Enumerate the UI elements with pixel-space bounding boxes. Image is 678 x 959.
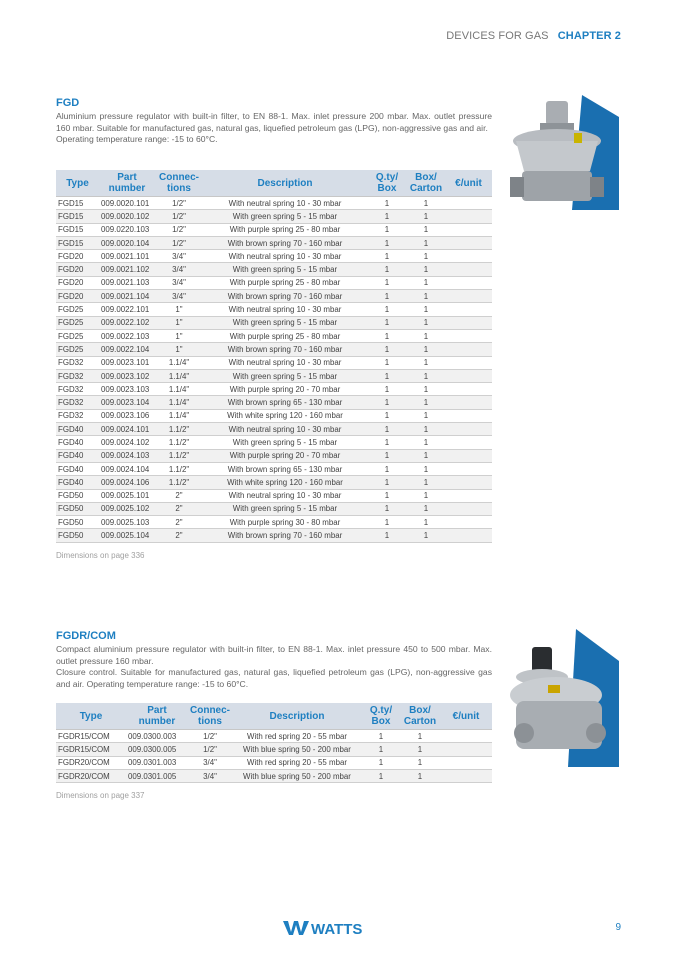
part-number-cell: 009.0021.104: [99, 290, 155, 303]
part-number-cell: 009.0023.103: [99, 383, 155, 396]
qty-box-cell: 1: [367, 250, 407, 263]
qty-box-cell: 1: [367, 529, 407, 542]
connection-cell: 1.1/2": [155, 462, 203, 475]
price-cell: [445, 476, 492, 489]
qty-box-cell: 1: [367, 516, 407, 529]
description-cell: With green spring 5 - 15 mbar: [203, 502, 367, 515]
price-cell: [445, 223, 492, 236]
qty-box-cell: 1: [367, 276, 407, 289]
type-cell: FGD50: [56, 516, 99, 529]
qty-box-cell: 1: [367, 423, 407, 436]
box-carton-cell: 1: [407, 516, 445, 529]
qty-box-cell: 1: [367, 316, 407, 329]
watts-logo-text: WATTS: [311, 921, 363, 938]
table-row: [56, 329, 492, 342]
qty-box-cell: 1: [367, 462, 407, 475]
connection-cell: 1": [155, 343, 203, 356]
connection-cell: 1": [155, 303, 203, 316]
table-row: [56, 250, 492, 263]
type-cell: FGD15: [56, 223, 99, 236]
price-cell: [445, 449, 492, 462]
page-number: 9: [615, 922, 621, 933]
box-carton-cell: 1: [407, 369, 445, 382]
connection-cell: 1.1/2": [155, 423, 203, 436]
price-cell: [445, 516, 492, 529]
col-price-header: €/unit: [440, 703, 492, 730]
table-header-row: [56, 703, 492, 730]
description-cell: With neutral spring 10 - 30 mbar: [203, 423, 367, 436]
table-row: [56, 356, 492, 369]
description-cell: With red spring 20 - 55 mbar: [232, 756, 362, 769]
type-cell: FGD32: [56, 369, 99, 382]
type-cell: FGDR15/COM: [56, 730, 126, 743]
type-cell: FGD25: [56, 303, 99, 316]
type-cell: FGD15: [56, 210, 99, 223]
fgd-regulator-photo: [504, 95, 619, 215]
connection-cell: 1": [155, 329, 203, 342]
part-number-cell: 009.0022.104: [99, 343, 155, 356]
price-cell: [445, 343, 492, 356]
type-cell: FGD40: [56, 449, 99, 462]
description-cell: With green spring 5 - 15 mbar: [203, 263, 367, 276]
connection-cell: 1": [155, 316, 203, 329]
price-cell: [445, 396, 492, 409]
connection-cell: 3/4": [155, 290, 203, 303]
part-number-cell: 009.0024.101: [99, 423, 155, 436]
table-row: [56, 462, 492, 475]
chapter-label: CHAPTER 2: [557, 30, 621, 42]
connection-cell: 3/4": [155, 263, 203, 276]
box-carton-cell: 1: [407, 290, 445, 303]
price-cell: [445, 303, 492, 316]
connection-cell: 1.1/4": [155, 356, 203, 369]
col-part-number-header: Part number: [126, 703, 188, 730]
part-number-cell: 009.0021.101: [99, 250, 155, 263]
description-cell: With purple spring 30 - 80 mbar: [203, 516, 367, 529]
fgdr-regulator-photo: [504, 629, 619, 769]
col-box-carton-header: Box/ Carton: [407, 170, 445, 197]
box-carton-cell: 1: [400, 769, 440, 782]
qty-box-cell: 1: [367, 223, 407, 236]
qty-box-cell: 1: [367, 303, 407, 316]
box-carton-cell: 1: [407, 383, 445, 396]
type-cell: FGD15: [56, 236, 99, 249]
col-type-header: Type: [56, 703, 126, 730]
table-row: [56, 743, 492, 756]
qty-box-cell: 1: [367, 502, 407, 515]
price-cell: [445, 423, 492, 436]
connection-cell: 1/2": [155, 223, 203, 236]
price-cell: [445, 409, 492, 422]
col-qty-box-header: Q.ty/ Box: [362, 703, 400, 730]
fgdr-description: Compact aluminium pressure regulator with built-in filter, to EN 88-1. Max. inlet pressure 450 to 500 mbar. Max. outlet pressure 160 mbar.: [56, 644, 492, 666]
connection-cell: 1.1/4": [155, 409, 203, 422]
col-connections-header: Connec-tions: [188, 703, 232, 730]
description-cell: With neutral spring 10 - 30 mbar: [203, 489, 367, 502]
table-row: [56, 197, 492, 210]
price-cell: [445, 210, 492, 223]
qty-box-cell: 1: [367, 436, 407, 449]
description-cell: With brown spring 70 - 160 mbar: [203, 290, 367, 303]
type-cell: FGD50: [56, 502, 99, 515]
qty-box-cell: 1: [367, 489, 407, 502]
part-number-cell: 009.0021.103: [99, 276, 155, 289]
section-title: DEVICES FOR GAS: [446, 30, 549, 42]
type-cell: FGD40: [56, 436, 99, 449]
qty-box-cell: 1: [367, 197, 407, 210]
qty-box-cell: 1: [367, 396, 407, 409]
table-row: [56, 396, 492, 409]
description-cell: With purple spring 20 - 70 mbar: [203, 449, 367, 462]
table-row: [56, 369, 492, 382]
fgd-table: [56, 170, 492, 543]
table-row: [56, 476, 492, 489]
part-number-cell: 009.0020.101: [99, 197, 155, 210]
connection-cell: 3/4": [155, 250, 203, 263]
price-cell: [445, 356, 492, 369]
connection-cell: 1.1/2": [155, 436, 203, 449]
type-cell: FGD40: [56, 462, 99, 475]
table-row: [56, 276, 492, 289]
part-number-cell: 009.0025.102: [99, 502, 155, 515]
box-carton-cell: 1: [407, 316, 445, 329]
description-cell: With purple spring 25 - 80 mbar: [203, 276, 367, 289]
type-cell: FGD20: [56, 290, 99, 303]
table-row: [56, 529, 492, 542]
price-cell: [445, 290, 492, 303]
box-carton-cell: 1: [407, 502, 445, 515]
connection-cell: 1/2": [188, 743, 232, 756]
table-row: [56, 383, 492, 396]
table-row: [56, 223, 492, 236]
connection-cell: 1.1/2": [155, 476, 203, 489]
fgdr-closure: Closure control. Suitable for manufactured gas, natural gas, liquefied petroleum gas (LPG), non-aggressive gas and air. Operating temperature range: -15 to 60°C.: [56, 667, 492, 689]
part-number-cell: 009.0024.106: [99, 476, 155, 489]
type-cell: FGD32: [56, 356, 99, 369]
description-cell: With neutral spring 10 - 30 mbar: [203, 250, 367, 263]
type-cell: FGD15: [56, 197, 99, 210]
type-cell: FGDR15/COM: [56, 743, 126, 756]
qty-box-cell: 1: [367, 356, 407, 369]
part-number-cell: 009.0025.104: [99, 529, 155, 542]
table-row: [56, 516, 492, 529]
price-cell: [440, 756, 492, 769]
connection-cell: 2": [155, 529, 203, 542]
type-cell: FGD25: [56, 316, 99, 329]
box-carton-cell: 1: [407, 449, 445, 462]
description-cell: With red spring 20 - 55 mbar: [232, 730, 362, 743]
price-cell: [440, 769, 492, 782]
price-cell: [445, 462, 492, 475]
qty-box-cell: 1: [367, 263, 407, 276]
table-row: [56, 423, 492, 436]
box-carton-cell: 1: [407, 423, 445, 436]
table-header-row: [56, 170, 492, 197]
table-row: [56, 343, 492, 356]
price-cell: [445, 197, 492, 210]
part-number-cell: 009.0300.005: [126, 743, 188, 756]
part-number-cell: 009.0022.102: [99, 316, 155, 329]
table-row: [56, 489, 492, 502]
table-row: [56, 263, 492, 276]
box-carton-cell: 1: [400, 743, 440, 756]
box-carton-cell: 1: [407, 396, 445, 409]
part-number-cell: 009.0023.104: [99, 396, 155, 409]
price-cell: [445, 489, 492, 502]
part-number-cell: 009.0020.104: [99, 236, 155, 249]
description-cell: With neutral spring 10 - 30 mbar: [203, 356, 367, 369]
col-connections-header: Connec-tions: [155, 170, 203, 197]
fgd-description: Aluminium pressure regulator with built-in filter, to EN 88-1. Max. inlet pressure 200 mbar. Max. outlet pressure 160 mbar. Suitable for manufactured gas, natural gas, liquefied petroleum gas (LPG), non-aggressive gas and air.: [56, 111, 492, 133]
description-cell: With brown spring 70 - 160 mbar: [203, 343, 367, 356]
description-cell: With brown spring 65 - 130 mbar: [203, 396, 367, 409]
fgd-dimensions-note: Dimensions on page 336: [56, 551, 145, 560]
part-number-cell: 009.0020.102: [99, 210, 155, 223]
type-cell: FGD20: [56, 276, 99, 289]
type-cell: FGD50: [56, 529, 99, 542]
part-number-cell: 009.0300.003: [126, 730, 188, 743]
table-row: [56, 316, 492, 329]
description-cell: With neutral spring 10 - 30 mbar: [203, 303, 367, 316]
part-number-cell: 009.0301.003: [126, 756, 188, 769]
box-carton-cell: 1: [407, 303, 445, 316]
price-cell: [440, 743, 492, 756]
table-row: [56, 436, 492, 449]
type-cell: FGD20: [56, 250, 99, 263]
type-cell: FGD32: [56, 383, 99, 396]
table-row: [56, 449, 492, 462]
connection-cell: 2": [155, 489, 203, 502]
connection-cell: 1.1/4": [155, 396, 203, 409]
price-cell: [445, 529, 492, 542]
connection-cell: 1/2": [155, 197, 203, 210]
box-carton-cell: 1: [407, 462, 445, 475]
type-cell: FGD40: [56, 476, 99, 489]
connection-cell: 1/2": [155, 210, 203, 223]
description-cell: With brown spring 70 - 160 mbar: [203, 236, 367, 249]
part-number-cell: 009.0025.103: [99, 516, 155, 529]
price-cell: [445, 436, 492, 449]
connection-cell: 1.1/4": [155, 383, 203, 396]
description-cell: With white spring 120 - 160 mbar: [203, 409, 367, 422]
description-cell: With purple spring 20 - 70 mbar: [203, 383, 367, 396]
qty-box-cell: 1: [367, 369, 407, 382]
col-description-header: Description: [203, 170, 367, 197]
qty-box-cell: 1: [367, 449, 407, 462]
qty-box-cell: 1: [367, 210, 407, 223]
box-carton-cell: 1: [407, 356, 445, 369]
qty-box-cell: 1: [367, 329, 407, 342]
price-cell: [445, 250, 492, 263]
col-box-carton-header: Box/ Carton: [400, 703, 440, 730]
box-carton-cell: 1: [407, 236, 445, 249]
watts-logo: [283, 918, 375, 938]
part-number-cell: 009.0022.101: [99, 303, 155, 316]
qty-box-cell: 1: [367, 383, 407, 396]
box-carton-cell: 1: [407, 436, 445, 449]
type-cell: FGD25: [56, 343, 99, 356]
qty-box-cell: 1: [367, 236, 407, 249]
type-cell: FGD32: [56, 396, 99, 409]
fgdr-dimensions-note: Dimensions on page 337: [56, 791, 145, 800]
description-cell: With white spring 120 - 160 mbar: [203, 476, 367, 489]
fgd-intro: [56, 97, 492, 146]
description-cell: With brown spring 70 - 160 mbar: [203, 529, 367, 542]
connection-cell: 2": [155, 502, 203, 515]
price-cell: [445, 276, 492, 289]
box-carton-cell: 1: [407, 197, 445, 210]
type-cell: FGD20: [56, 263, 99, 276]
type-cell: FGD25: [56, 329, 99, 342]
description-cell: With purple spring 25 - 80 mbar: [203, 329, 367, 342]
type-cell: FGDR20/COM: [56, 756, 126, 769]
qty-box-cell: 1: [367, 476, 407, 489]
qty-box-cell: 1: [367, 409, 407, 422]
part-number-cell: 009.0023.106: [99, 409, 155, 422]
part-number-cell: 009.0024.103: [99, 449, 155, 462]
box-carton-cell: 1: [407, 250, 445, 263]
description-cell: With green spring 5 - 15 mbar: [203, 316, 367, 329]
col-type-header: Type: [56, 170, 99, 197]
box-carton-cell: 1: [400, 756, 440, 769]
fgd-title: FGD: [56, 97, 80, 109]
box-carton-cell: 1: [407, 223, 445, 236]
connection-cell: 2": [155, 516, 203, 529]
price-cell: [445, 316, 492, 329]
box-carton-cell: 1: [407, 489, 445, 502]
description-cell: With green spring 5 - 15 mbar: [203, 369, 367, 382]
description-cell: With brown spring 65 - 130 mbar: [203, 462, 367, 475]
part-number-cell: 009.0301.005: [126, 769, 188, 782]
table-row: [56, 210, 492, 223]
price-cell: [445, 383, 492, 396]
table-row: [56, 290, 492, 303]
fgd-temperature: Operating temperature range: -15 to 60°C.: [56, 134, 218, 145]
fgdr-title: FGDR/COM: [56, 630, 116, 642]
price-cell: [440, 730, 492, 743]
page-header: [446, 30, 621, 42]
connection-cell: 3/4": [188, 756, 232, 769]
connection-cell: 1.1/4": [155, 369, 203, 382]
box-carton-cell: 1: [400, 730, 440, 743]
price-cell: [445, 263, 492, 276]
connection-cell: 3/4": [155, 276, 203, 289]
fgdr-intro: [56, 630, 492, 690]
type-cell: FGD40: [56, 423, 99, 436]
type-cell: FGD32: [56, 409, 99, 422]
box-carton-cell: 1: [407, 529, 445, 542]
description-cell: With neutral spring 10 - 30 mbar: [203, 197, 367, 210]
table-row: [56, 756, 492, 769]
part-number-cell: 009.0023.101: [99, 356, 155, 369]
table-row: [56, 769, 492, 782]
price-cell: [445, 236, 492, 249]
type-cell: FGD50: [56, 489, 99, 502]
part-number-cell: 009.0022.103: [99, 329, 155, 342]
part-number-cell: 009.0025.101: [99, 489, 155, 502]
table-row: [56, 236, 492, 249]
description-cell: With blue spring 50 - 200 mbar: [232, 743, 362, 756]
table-row: [56, 502, 492, 515]
qty-box-cell: 1: [362, 730, 400, 743]
table-row: [56, 730, 492, 743]
box-carton-cell: 1: [407, 263, 445, 276]
qty-box-cell: 1: [367, 290, 407, 303]
price-cell: [445, 502, 492, 515]
qty-box-cell: 1: [362, 756, 400, 769]
part-number-cell: 009.0024.102: [99, 436, 155, 449]
part-number-cell: 009.0220.103: [99, 223, 155, 236]
connection-cell: 1/2": [188, 730, 232, 743]
col-description-header: Description: [232, 703, 362, 730]
col-part-number-header: Part number: [99, 170, 155, 197]
part-number-cell: 009.0021.102: [99, 263, 155, 276]
part-number-cell: 009.0024.104: [99, 462, 155, 475]
type-cell: FGDR20/COM: [56, 769, 126, 782]
connection-cell: 3/4": [188, 769, 232, 782]
qty-box-cell: 1: [367, 343, 407, 356]
description-cell: With green spring 5 - 15 mbar: [203, 436, 367, 449]
price-cell: [445, 369, 492, 382]
box-carton-cell: 1: [407, 276, 445, 289]
description-cell: With blue spring 50 - 200 mbar: [232, 769, 362, 782]
col-qty-box-header: Q.ty/ Box: [367, 170, 407, 197]
description-cell: With green spring 5 - 15 mbar: [203, 210, 367, 223]
col-price-header: €/unit: [445, 170, 492, 197]
connection-cell: 1.1/2": [155, 449, 203, 462]
box-carton-cell: 1: [407, 409, 445, 422]
part-number-cell: 009.0023.102: [99, 369, 155, 382]
box-carton-cell: 1: [407, 329, 445, 342]
box-carton-cell: 1: [407, 210, 445, 223]
fgdr-table: [56, 703, 492, 783]
box-carton-cell: 1: [407, 343, 445, 356]
price-cell: [445, 329, 492, 342]
box-carton-cell: 1: [407, 476, 445, 489]
table-row: [56, 409, 492, 422]
connection-cell: 1/2": [155, 236, 203, 249]
qty-box-cell: 1: [362, 769, 400, 782]
description-cell: With purple spring 25 - 80 mbar: [203, 223, 367, 236]
qty-box-cell: 1: [362, 743, 400, 756]
table-row: [56, 303, 492, 316]
